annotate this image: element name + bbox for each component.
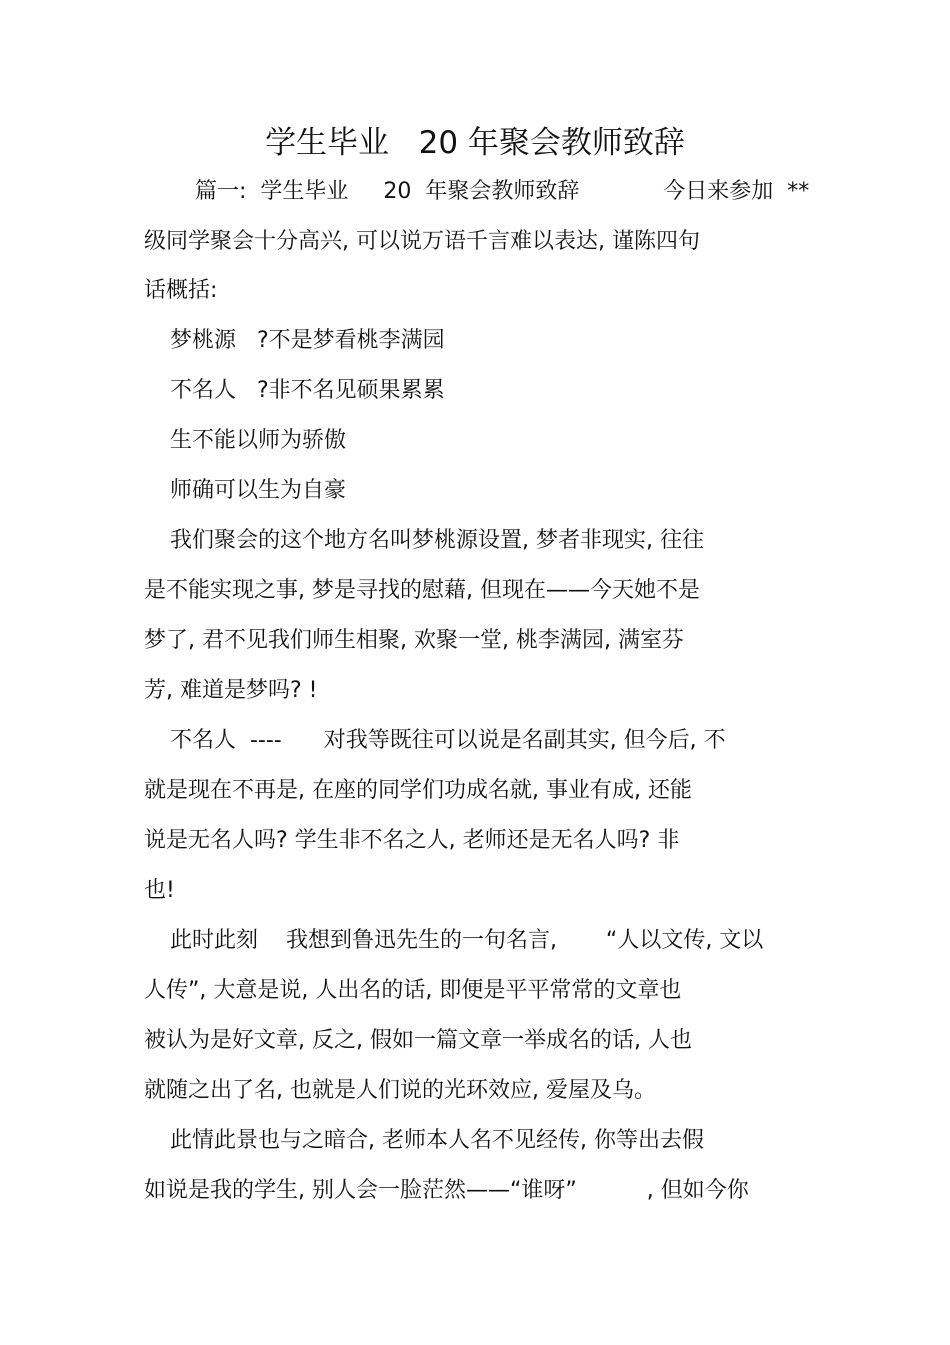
text-line-9: 是不能实现之事, 梦是寻找的慰藉, 但现在——今天她不是 xyxy=(144,578,700,603)
poem-line-2: 不名人 ?非不名见硕果累累 xyxy=(170,378,445,403)
text-line-14: 说是无名人吗? 学生非不名之人, 老师还是无名人吗? 非 xyxy=(144,828,680,853)
document-title: 学生毕业 20 年聚会教师致辞 xyxy=(265,125,685,161)
text-line-8: 我们聚会的这个地方名叫梦桃源设置, 梦者非现实, 往往 xyxy=(170,528,704,553)
text-line-17: 人传”, 大意是说, 人出名的话, 即便是平平常常的文章也 xyxy=(144,978,682,1003)
poem-line-1: 梦桃源 ?不是梦看桃李满园 xyxy=(170,328,445,353)
text-line-2: 级同学聚会十分高兴, 可以说万语千言难以表达, 谨陈四句 xyxy=(144,229,700,254)
text-line-20: 此情此景也与之暗合, 老师本人名不见经传, 你等出去假 xyxy=(170,1128,704,1153)
text-line-3: 话概括: xyxy=(144,278,218,303)
text-line-11: 芳, 难道是梦吗? ! xyxy=(144,678,318,703)
text-line-21: 如说是我的学生, 别人会一脸茫然——“谁呀” , 但如今你 xyxy=(144,1178,749,1203)
text-line-16: 此时此刻 我想到鲁迅先生的一句名言, “人以文传, 文以 xyxy=(170,928,764,953)
text-line-1: 篇一: 学生毕业 20 年聚会教师致辞 今日来参加 ** xyxy=(195,179,810,204)
poem-line-3: 生不能以师为骄傲 xyxy=(170,428,347,453)
poem-line-4: 师确可以生为自豪 xyxy=(170,478,347,503)
text-line-13: 就是现在不再是, 在座的同学们功成名就, 事业有成, 还能 xyxy=(144,778,692,803)
text-line-19: 就随之出了名, 也就是人们说的光环效应, 爱屋及乌。 xyxy=(144,1078,656,1103)
text-line-15: 也! xyxy=(144,878,175,903)
text-line-12: 不名人 ---- 对我等既往可以说是名副其实, 但今后, 不 xyxy=(170,728,726,753)
text-line-18: 被认为是好文章, 反之, 假如一篇文章一举成名的话, 人也 xyxy=(144,1028,692,1053)
text-line-10: 梦了, 君不见我们师生相聚, 欢聚一堂, 桃李满园, 满室芬 xyxy=(144,628,684,653)
